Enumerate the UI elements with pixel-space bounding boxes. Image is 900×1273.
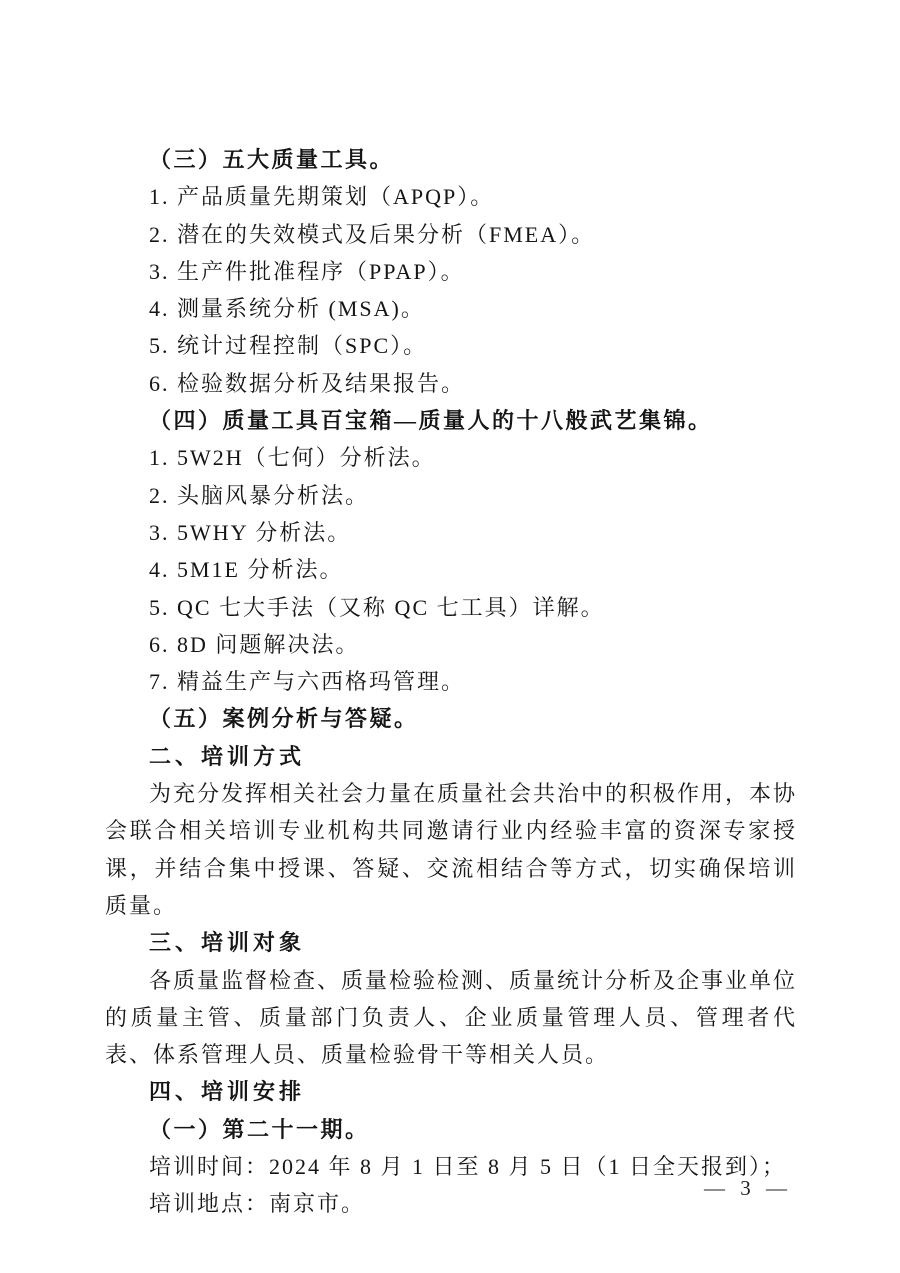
body-paragraph: 各质量监督检查、质量检验检测、质量统计分析及企事业单位的质量主管、质量部门负责人、企业质量管理人员、管理者代表、体系管理人员、质量检验骨干等相关人员。 — [105, 967, 798, 1068]
list-item: 4. 测量系统分析 (MSA)。 — [149, 296, 425, 322]
list-item: 培训时间：2024 年 8 月 1 日至 8 月 5 日（1 日全天报到）； — [149, 1154, 787, 1180]
list-item: 7. 精益生产与六西格玛管理。 — [149, 669, 466, 695]
document-body — [105, 141, 797, 1223]
list-item: 1. 5W2H（七何）分析法。 — [149, 445, 436, 471]
list-item: 1. 产品质量先期策划（APQP）。 — [149, 184, 495, 210]
section-heading: 三、培训对象 — [149, 930, 306, 956]
list-item: 3. 5WHY 分析法。 — [149, 519, 352, 545]
section-heading: 四、培训安排 — [149, 1079, 306, 1105]
list-item: 5. QC 七大手法（又称 QC 七工具）详解。 — [149, 594, 605, 620]
section-heading: （四）质量工具百宝箱—质量人的十八般武艺集锦。 — [149, 408, 713, 434]
list-item: 2. 头脑风暴分析法。 — [149, 482, 370, 508]
page-number: — 3 — — [704, 1176, 792, 1200]
body-paragraph: 为充分发挥相关社会力量在质量社会共治中的积极作用，本协会联合相关培训专业机构共同邀请行业内经验丰富的资深专家授课，并结合集中授课、答疑、交流相结合等方式，切实确保培训质量。 — [105, 781, 798, 918]
list-item: 培训地点：南京市。 — [149, 1191, 366, 1217]
list-item: 5. 统计过程控制（SPC）。 — [149, 333, 428, 359]
section-heading: （五）案例分析与答疑。 — [149, 706, 419, 732]
list-item: 3. 生产件批准程序（PPAP）。 — [149, 258, 465, 284]
list-item: 6. 检验数据分析及结果报告。 — [149, 370, 466, 396]
list-item: 6. 8D 问题解决法。 — [149, 631, 360, 657]
section-heading: 二、培训方式 — [149, 743, 306, 769]
section-heading: （三）五大质量工具。 — [149, 147, 395, 172]
list-item: 2. 潜在的失效模式及后果分析（FMEA）。 — [149, 221, 596, 247]
section-heading: （一）第二十一期。 — [149, 1116, 370, 1142]
list-item: 4. 5M1E 分析法。 — [149, 557, 344, 583]
